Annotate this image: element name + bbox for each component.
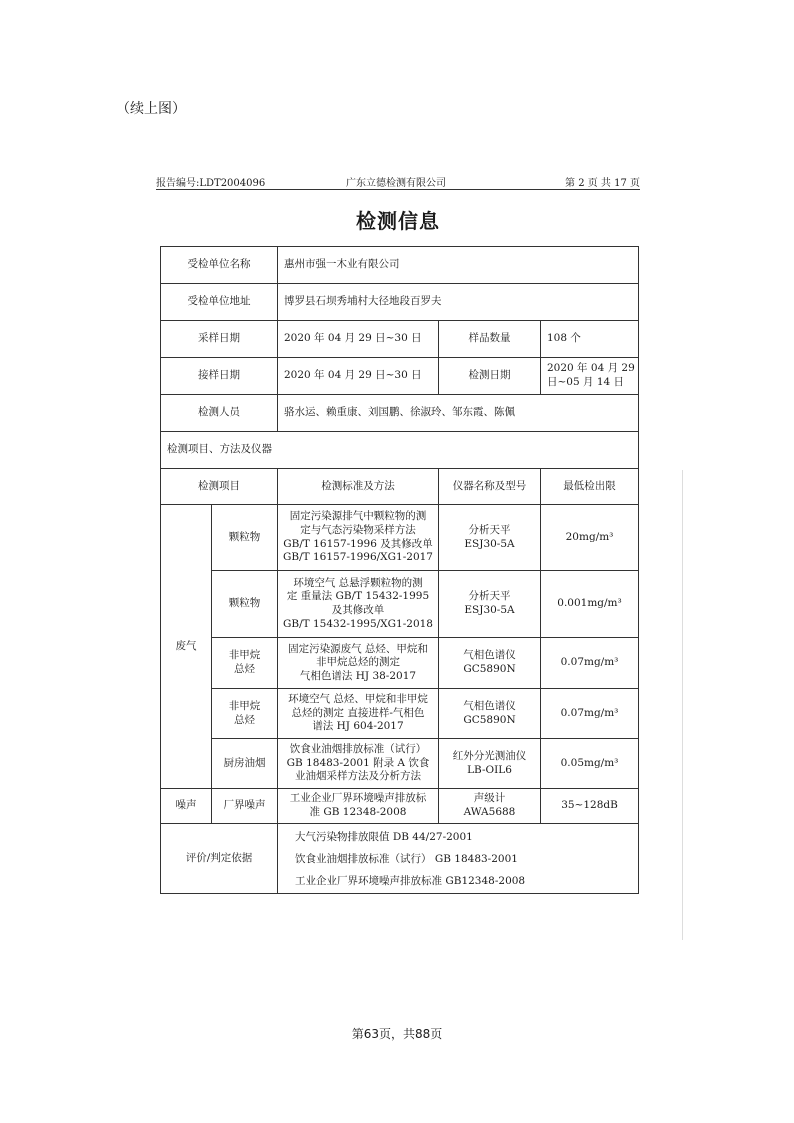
instrument-name: 气相色谱仪: [463, 699, 516, 712]
row-standard: [278, 689, 439, 739]
instrument-name: 声级计: [473, 792, 506, 805]
sampling-date-value: 2020 年 04 月 29 日~30 日: [278, 321, 439, 358]
report-header: [156, 173, 640, 190]
row-limit: 0.05mg/m³: [541, 739, 639, 789]
standard-line: GB/T 16157-1996 及其修改单: [283, 537, 433, 550]
instrument-model: GC5890N: [463, 663, 516, 675]
row-limit: 0.07mg/m³: [541, 638, 639, 689]
row-instrument: [439, 689, 541, 739]
table-row: [161, 505, 639, 571]
row-instrument: [439, 789, 541, 824]
company-name: 广东立德检测有限公司: [346, 178, 446, 189]
item-line: 总烃: [234, 713, 255, 726]
standard-line: 及其修改单: [331, 604, 385, 616]
row-item: [212, 638, 278, 689]
table-row: [161, 638, 639, 689]
row-item: 颗粒物: [212, 505, 278, 571]
basis-lines: [278, 824, 639, 894]
section-label: 检测项目、方法及仪器: [161, 432, 639, 469]
instrument-model: AWA5688: [463, 806, 516, 818]
scan-edge-line: [682, 470, 683, 940]
row-item: [212, 689, 278, 739]
basis-line: 饮食业油烟排放标准（试行） GB 18483-2001: [295, 852, 518, 865]
item-line: 总烃: [234, 663, 255, 675]
table-row: [161, 789, 639, 824]
table-row: [161, 571, 639, 638]
test-date-line-1: 2020 年 04 月 29: [547, 362, 635, 375]
standard-line: 非甲烷总烃的测定: [316, 656, 400, 669]
row-instrument: [439, 638, 541, 689]
col-header-instrument: 仪器名称及型号: [439, 469, 541, 505]
receive-date-label: 接样日期: [161, 358, 278, 395]
basis-line: 工业企业厂界环境噪声排放标准 GB12348-2008: [295, 874, 526, 887]
row-item: 厨房油烟: [212, 739, 278, 789]
standard-line: 定与气态污染物采样方法: [300, 523, 416, 536]
row-limit: 35~128dB: [541, 789, 639, 824]
standard-line: 准 GB 12348-2008: [309, 806, 407, 818]
standard-line: 业油烟采样方法及分析方法: [295, 770, 421, 783]
standard-line: 固定污染源废气 总烃、甲烷和: [288, 642, 428, 655]
sample-qty-label: 样品数量: [439, 321, 541, 358]
standard-line: 环境空气 总烃、甲烷和非甲烷: [288, 693, 428, 706]
page-info: 第 2 页 共 17 页: [565, 178, 640, 189]
col-header-item: 检测项目: [161, 469, 278, 505]
table-row: [161, 739, 639, 789]
standard-line: GB 18483-2001 附录 A 饮食: [286, 756, 430, 769]
category-noise: 噪声: [161, 789, 212, 824]
continuation-note: （续上图）: [116, 101, 186, 117]
address-label: 受检单位地址: [161, 284, 278, 321]
sample-qty-value: 108 个: [541, 321, 639, 358]
item-line: 非甲烷: [228, 649, 261, 662]
basis-label: 评价/判定依据: [161, 824, 278, 894]
test-date-label: 检测日期: [439, 358, 541, 395]
receive-date-value: 2020 年 04 月 29 日~30 日: [278, 358, 439, 395]
row-instrument: [439, 505, 541, 571]
row-standard: [278, 789, 439, 824]
row-instrument: [439, 739, 541, 789]
col-header-limit: 最低检出限: [541, 469, 639, 505]
instrument-model: GC5890N: [463, 713, 516, 726]
standard-line: 定 重量法 GB/T 15432-1995: [286, 590, 430, 603]
report-number: 报告编号:LDT2004096: [156, 178, 266, 189]
client-label: 受检单位名称: [161, 247, 278, 284]
document-title: 检测信息: [356, 209, 440, 233]
standard-line: 环境空气 总悬浮颗粒物的测: [293, 576, 423, 589]
instrument-name: 气相色谱仪: [463, 649, 516, 662]
instrument-name: 红外分光测油仪: [452, 749, 527, 762]
table-row: [161, 689, 639, 739]
test-date-line-2: 日~05 月 14 日: [547, 376, 625, 388]
row-standard: [278, 638, 439, 689]
instrument-model: LB-OIL6: [467, 763, 512, 776]
row-standard: [278, 739, 439, 789]
personnel-value: 骆水运、赖重康、刘国鹏、徐淑玲、邹东霞、陈佩: [278, 395, 639, 432]
standard-line: 工业企业厂界环境噪声排放标: [289, 792, 427, 805]
category-waste-gas: 废气: [161, 505, 212, 789]
basis-line: 大气污染物排放限值 DB 44/27-2001: [295, 830, 473, 843]
row-item: 厂界噪声: [212, 789, 278, 824]
address-value: 博罗县石坝秀埔村大径地段百罗夫: [278, 284, 639, 321]
row-instrument: [439, 571, 541, 638]
item-line: 非甲烷: [228, 699, 261, 712]
instrument-model: ESJ30-5A: [464, 604, 515, 616]
standard-line: 总烃的测定 直接进样-气相色: [291, 706, 425, 719]
row-limit: 0.07mg/m³: [541, 689, 639, 739]
test-date-value: [541, 358, 639, 395]
page-footer: 第63页，共88页: [351, 1027, 443, 1041]
row-item: 颗粒物: [212, 571, 278, 638]
standard-line: GB/T 16157-1996/XG1-2017: [282, 551, 433, 564]
personnel-label: 检测人员: [161, 395, 278, 432]
standard-line: 气相色谱法 HJ 38-2017: [299, 669, 417, 682]
instrument-model: ESJ30-5A: [464, 537, 515, 550]
standard-line: 谱法 HJ 604-2017: [312, 720, 404, 733]
instrument-name: 分析天平: [468, 590, 511, 603]
instrument-name: 分析天平: [468, 523, 511, 536]
standard-line: GB/T 15432-1995/XG1-2018: [282, 617, 433, 630]
row-standard: [278, 571, 439, 638]
sampling-date-label: 采样日期: [161, 321, 278, 358]
col-header-standard: 检测标准及方法: [278, 469, 439, 505]
standard-line: 固定污染源排气中颗粒物的测: [289, 510, 427, 523]
row-standard: [278, 505, 439, 571]
client-value: 惠州市强一木业有限公司: [278, 247, 639, 284]
inspection-info-table: [160, 246, 639, 894]
row-limit: 20mg/m³: [541, 505, 639, 571]
row-limit: 0.001mg/m³: [541, 571, 639, 638]
table-row: [161, 824, 639, 894]
standard-line: 饮食业油烟排放标准（试行）: [289, 743, 427, 756]
